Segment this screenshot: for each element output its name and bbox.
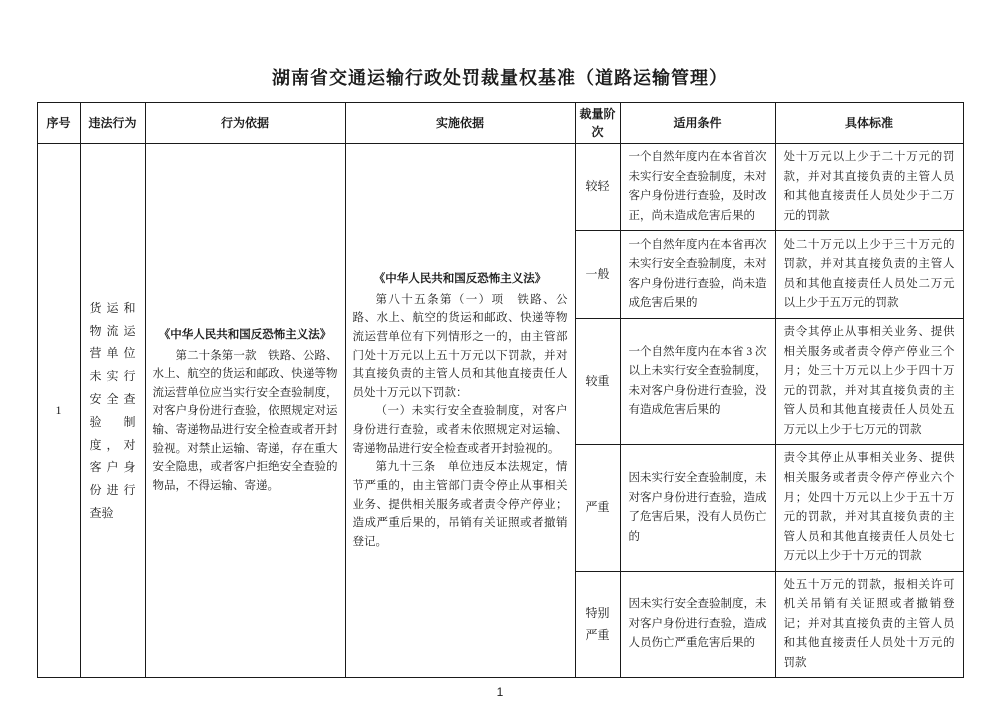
index-cell: 1 — [37, 144, 80, 678]
column-header-implementation-basis: 实施依据 — [345, 103, 575, 144]
implementation-basis-paragraph: 第九十三条 单位违反本法规定，情节严重的，由主管部门责令停止从事相关业务、提供相关服务或者责令停产停业；造成严重后果的，吊销有关证照或者撤销登记。 — [352, 461, 568, 548]
condition-cell: 一个自然年度内在本省再次未实行安全查验制度，未对客户身份进行查验，尚未造成危害后果的 — [620, 231, 775, 319]
column-header-specific-standards: 具体标准 — [775, 103, 963, 144]
standard-cell: 处二十万元以上少于三十万元的罚款，并对其直接负责的主管人员和其他直接责任人员处二万元以上少于五万元的罚款 — [775, 231, 963, 319]
column-header-discretion-level: 裁量阶次 — [575, 103, 620, 144]
penalty-standards-table — [37, 102, 964, 678]
discretion-level-cell: 一般 — [575, 231, 620, 319]
implementation-basis-law-title: 《中华人民共和国反恐怖主义法》 — [373, 273, 547, 286]
condition-cell: 一个自然年度内在本省 3 次以上未实行安全查验制度，未对客户身份进行查验，没有造成危害后果的 — [620, 319, 775, 445]
discretion-level-cell: 较重 — [575, 319, 620, 445]
column-header-applicable-conditions: 适用条件 — [620, 103, 775, 144]
column-header-index: 序号 — [37, 103, 80, 144]
standard-cell: 处十万元以上少于二十万元的罚款，并对其直接负责的主管人员和其他直接责任人员处少于二万元的罚款 — [775, 144, 963, 231]
violation-text: 货运和物流运营单位未实行安全查验制度，对客户身份进行查验 — [89, 300, 136, 520]
behavior-basis-law-title: 《中华人民共和国反恐怖主义法》 — [158, 328, 332, 341]
condition-cell: 因未实行安全查验制度，未对客户身份进行查验，造成了危害后果，没有人员伤亡的 — [620, 445, 775, 571]
table-row — [37, 144, 963, 231]
discretion-level-cell: 较轻 — [575, 144, 620, 231]
standard-cell: 责令其停止从事相关业务、提供相关服务或者责令停产停业六个月；处四十万元以上少于五十万元的罚款，并对其直接负责的主管人员和其他直接责任人员处七万元以上少于十万元的罚款 — [775, 445, 963, 571]
standard-cell: 责令其停止从事相关业务、提供相关服务或者责令停产停业三个月；处三十万元以上少于四十万元的罚款，并对其直接负责的主管人员和其他直接责任人员处五万元以上少于七万元的罚款 — [775, 319, 963, 445]
table-header-row — [37, 103, 963, 144]
behavior-basis-cell — [145, 144, 345, 678]
page-number: 1 — [496, 685, 504, 700]
implementation-basis-paragraph: （一）未实行安全查验制度，对客户身份进行查验，或者未依照规定对运输、寄递物品进行安全检查或者开封验视的。 — [352, 405, 568, 455]
violation-cell — [80, 144, 145, 678]
behavior-basis-paragraph: 第二十条第一款 铁路、公路、水上、航空的货运和邮政、快递等物流运营单位应当实行安全查验制度，对客户身份进行查验，依照规定对运输、寄递物品进行安全检查或者开封验视。对禁止运输、寄递，存在重大安全隐患，或者客户拒绝安全查验的物品，不得运输、寄递。 — [152, 349, 338, 492]
standard-cell: 处五十万元的罚款，报相关许可机关吊销有关证照或者撤销登记；并对其直接负责的主管人员和其他直接责任人员处十万元的罚款 — [775, 571, 963, 678]
discretion-level-cell: 严重 — [575, 445, 620, 571]
implementation-basis-paragraph: 第八十五条第（一）项 铁路、公路、水上、航空的货运和邮政、快递等物流运营单位有下列情形之一的，由主管部门处十万元以上五十万元以下罚款，并对其直接负责的主管人员和其他直接责任人员处十万元以下罚款： — [352, 293, 568, 399]
condition-cell: 一个自然年度内在本省首次未实行安全查验制度，未对客户身份进行查验，及时改正，尚未造成危害后果的 — [620, 144, 775, 231]
implementation-basis-cell — [345, 144, 575, 678]
discretion-level-cell: 特别严重 — [575, 571, 620, 678]
column-header-violation: 违法行为 — [80, 103, 145, 144]
column-header-behavior-basis: 行为依据 — [145, 103, 345, 144]
page-title: 湖南省交通运输行政处罚裁量权基准（道路运输管理） — [272, 68, 728, 88]
condition-cell: 因未实行安全查验制度，未对客户身份进行查验，造成人员伤亡严重危害后果的 — [620, 571, 775, 678]
